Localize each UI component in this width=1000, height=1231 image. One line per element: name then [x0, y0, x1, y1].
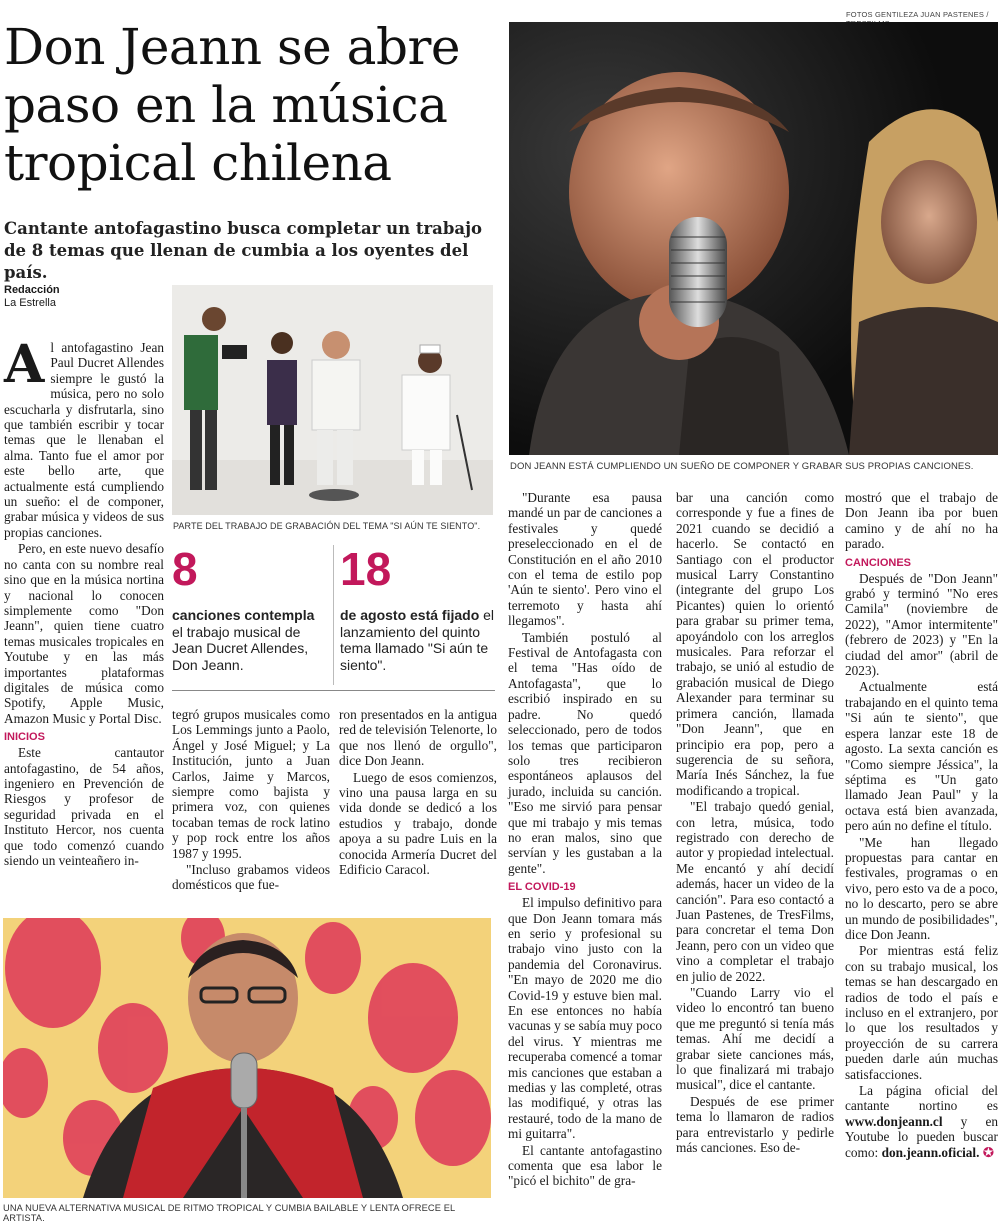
col3-p1: ron presentados en la antigua red de televisión Telenorte, lo que nos llenó de orgullo", dice Don Jeann. [339, 707, 497, 769]
col1-p3: Este cantautor antofagastino, de 54 años, ingeniero en Prevención de Riesgos y profesor de seguridad privada en el Instituto Hercor, nos cuenta que todo comenzó cuando siendo un veinteañero in- [4, 745, 164, 868]
col5-p3: "Cuando Larry vio el video lo encontró tan bueno que me preguntó si tenía más temas. Ahí me decidí a grabar siete canciones más, lo que finalizará mi trabajo musical", dice el cantante. [676, 985, 834, 1093]
stat-number: 8 [172, 543, 198, 595]
col6-p6-text: La página oficial del cantante nortino es [845, 1083, 998, 1114]
column-2 [172, 707, 330, 894]
main-photo-caption: DON JEANN ESTÁ CUMPLIENDO UN SUEÑO DE COMPONER Y GRABAR SUS PROPIAS CANCIONES. [510, 461, 974, 472]
photo-credit: FOTOS GENTILEZA JUAN PASTENES / [846, 10, 989, 19]
col4-p1: "Durante esa pausa mandé un par de canciones a festivales y quedé preseleccionado en el de Constitución en el año 2010 con el tema de estilo pop 'Aún te siento'. Pero vino el terremoto y hasta ahí llegamos". [508, 490, 662, 629]
col1-p1: l antofagastino Jean Paul Ducret Allendes siempre le gustó la música, pero no solo escucharla y disfrutarla, sino que también escribir y tocar temas que le llenaban el alma. Tanto fue el amor por este bello arte, que actualmente está cumpliendo un sueño: el de componer, grabar música y videos de sus propias canciones. [4, 340, 164, 540]
balloon-photo [3, 918, 491, 1198]
stat-text: de agosto está fijado el lanzamiento del quinto tema llamado "Si aún te siento". [340, 607, 495, 673]
stat-box-8 [172, 545, 327, 673]
section-inicios: INICIOS [4, 731, 45, 744]
balloon-photo-caption: UNA NUEVA ALTERNATIVA MUSICAL DE RITMO TROPICAL Y CUMBIA BAILABLE Y LENTA OFRECE EL ARTISTA. [3, 1203, 455, 1223]
column-1 [4, 334, 164, 869]
byline [4, 284, 60, 310]
stat-number: 18 [340, 543, 392, 595]
recording-session-image [172, 285, 493, 515]
recording-photo-caption: PARTE DEL TRABAJO DE GRABACIÓN DEL TEMA "SI AÚN TE SIENTO". [173, 521, 481, 531]
byline-outlet: La Estrella [4, 297, 56, 309]
youtube-handle[interactable]: don.jeann.oficial. [881, 1144, 980, 1160]
column-4 [508, 490, 662, 1190]
website-link[interactable]: www.donjeann.cl [845, 1113, 943, 1129]
recording-photo [172, 285, 493, 515]
column-3 [339, 707, 497, 878]
col6-p1: mostró que el trabajo de Don Jeann iba por buen camino y de ahí no ha parado. [845, 490, 998, 552]
stat-rule [172, 690, 495, 691]
col4-p2: También postuló al Festival de Antofagasta con el tema "Has oído de Antofagasta", que lo escribió inspirado en su padre. No quedó seleccionado, pero de todos los temas que participaron solo tres recibieron espontáneos aplausos del jurado, incluida su canción. "Eso me sirvió para pensar que mi trabajo y mis temas no eran malos, sino que servían y les gustaban a la gente". [508, 629, 662, 876]
col6-p6 [845, 1083, 998, 1160]
col2-p2: "Incluso grabamos videos domésticos que fue- [172, 862, 330, 893]
subhead: Cantante antofagastino busca completar un trabajo de 8 temas que llenan de cumbia a los oyentes del país. [4, 219, 483, 282]
headline: Don Jeann se abre paso en la música tropical chilena [4, 18, 460, 192]
column-5 [676, 490, 834, 1156]
col4-p4: El cantante antofagastino comenta que esa labor le "picó el bichito" de gra- [508, 1142, 662, 1189]
stat-divider [333, 545, 334, 685]
intro-paragraph [4, 334, 164, 540]
stat-text: canciones contempla el trabajo musical de Jean Ducret Allendes, Don Jeann. [172, 607, 315, 673]
col5-p4: Después de ese primer tema lo llamaron de radios para entrevistarlo y pedirle más canciones. Eso de- [676, 1093, 834, 1156]
main-photo [509, 22, 998, 455]
section-canciones: CANCIONES [845, 556, 912, 569]
col6-p2: Después de "Don Jeann" grabó y terminó "No eres Camila" (noviembre de 2022), "Amor intermitente" (febrero de 2023) y "En la ciudad del amor" (abril de 2023). [845, 570, 998, 679]
col6-p5: Por mientras está feliz con su trabajo musical, los temas se han descargado en radios de todo el país e incluso en el extranjero, por lo que los resultados y proyección de su carrera pueden darle aún muchas satisfacciones. [845, 943, 998, 1082]
col6-p6-text2: y en Youtube lo pueden buscar como: [845, 1113, 998, 1160]
dropcap: A [4, 334, 45, 395]
col4-p3: El impulso definitivo para que Don Jeann tomara más en serio y profesional su trabajo vino justo con la pandemia del Coronavirus. "En mayo de 2020 me dio Covid-19 y estuve bien mal. En ese entonces no había vacunas y se sabía muy poco del virus. Y mientras me recuperaba comencé a tomar mis canciones que estaban a medias y las completé, otras las modifiqué, y otras las restauré, todo de la mano de mi guitarra". [508, 895, 662, 1142]
col5-p1: bar una canción como corresponde y fue a fines de 2021 cuando se decidió a hacerlo. Se contactó en Santiago con el productor musical Larry Constantino (integrante del grupo Los Picantes) quien lo orientó para grabar su primer tema, apoyándolo con los arreglos musicales. Para reforzar el trabajo, se unió al estudio de grabación musical de Diego Alexander para terminar su primera canción, llamada "Don Jeann", que en principio era pop, pero a sugerencia de su señora, María Inés Sánchez, la fue modificando a tropical. [676, 490, 834, 798]
col1-p2: Pero, en este nuevo desafío no canta con su nombre real sino que en la música nortina y nacional lo conocen simplemente como "Don Jeann", quien tiene cuatro temas musicales tropicales en Youtube y en las más importantes plataformas digitales de música como Spotify, Apple Music, Amazon Music y Portal Disc. [4, 541, 164, 726]
col2-p1: tegró grupos musicales como Los Lemmings junto a Paolo, Ángel y José Miguel; y La Institución, junto a Juan Carlos, Jaime y Marcos, siempre como bajista y primera voz, con quienes tocaban temas de rock latino y pop rock entre los años 1987 y 1995. [172, 707, 330, 861]
end-mark-icon: ✪ [982, 1144, 994, 1160]
col6-p3: Actualmente está trabajando en el quinto tema "Si aún te siento", que espera lanzar este 18 de agosto. La sexta canción es "Como siempre Jéssica", la séptima es "Un gato llamado Jean Paul" y la octava está bien avanzada, pero aún no define el título. [845, 679, 998, 834]
section-covid: EL COVID-19 [508, 881, 576, 894]
singer-microphone-image [509, 22, 998, 455]
singer-balloons-image [3, 918, 491, 1198]
byline-name: Redacción [4, 284, 60, 296]
column-6 [845, 490, 998, 1161]
col3-p2: Luego de esos comienzos, vino una pausa larga en su vida donde se dedicó a los estudios y trabajo, donde apoya a su padre Luis en la conocida Armería Ducret del Edificio Caracol. [339, 769, 497, 878]
col5-p2: "El trabajo quedó genial, con letra, música, todo registrado con derecho de autor y propiedad intelectual. Me encantó y ahí decidí además, hacer un video de la canción". Para eso contactó a Juan Pastenes, de TresFilms, para concretar el tema Don Jeann, pero con un video que vino a completar el trabajo en julio de 2022. [676, 799, 834, 984]
stat-box-18 [340, 545, 495, 673]
col6-p4: "Me han llegado propuestas para cantar en festivales, programas o en vivo, pero esto va de a poco, no lo descarto, pero se abre un mundo de posibilidades", dice Don Jeann. [845, 834, 998, 942]
